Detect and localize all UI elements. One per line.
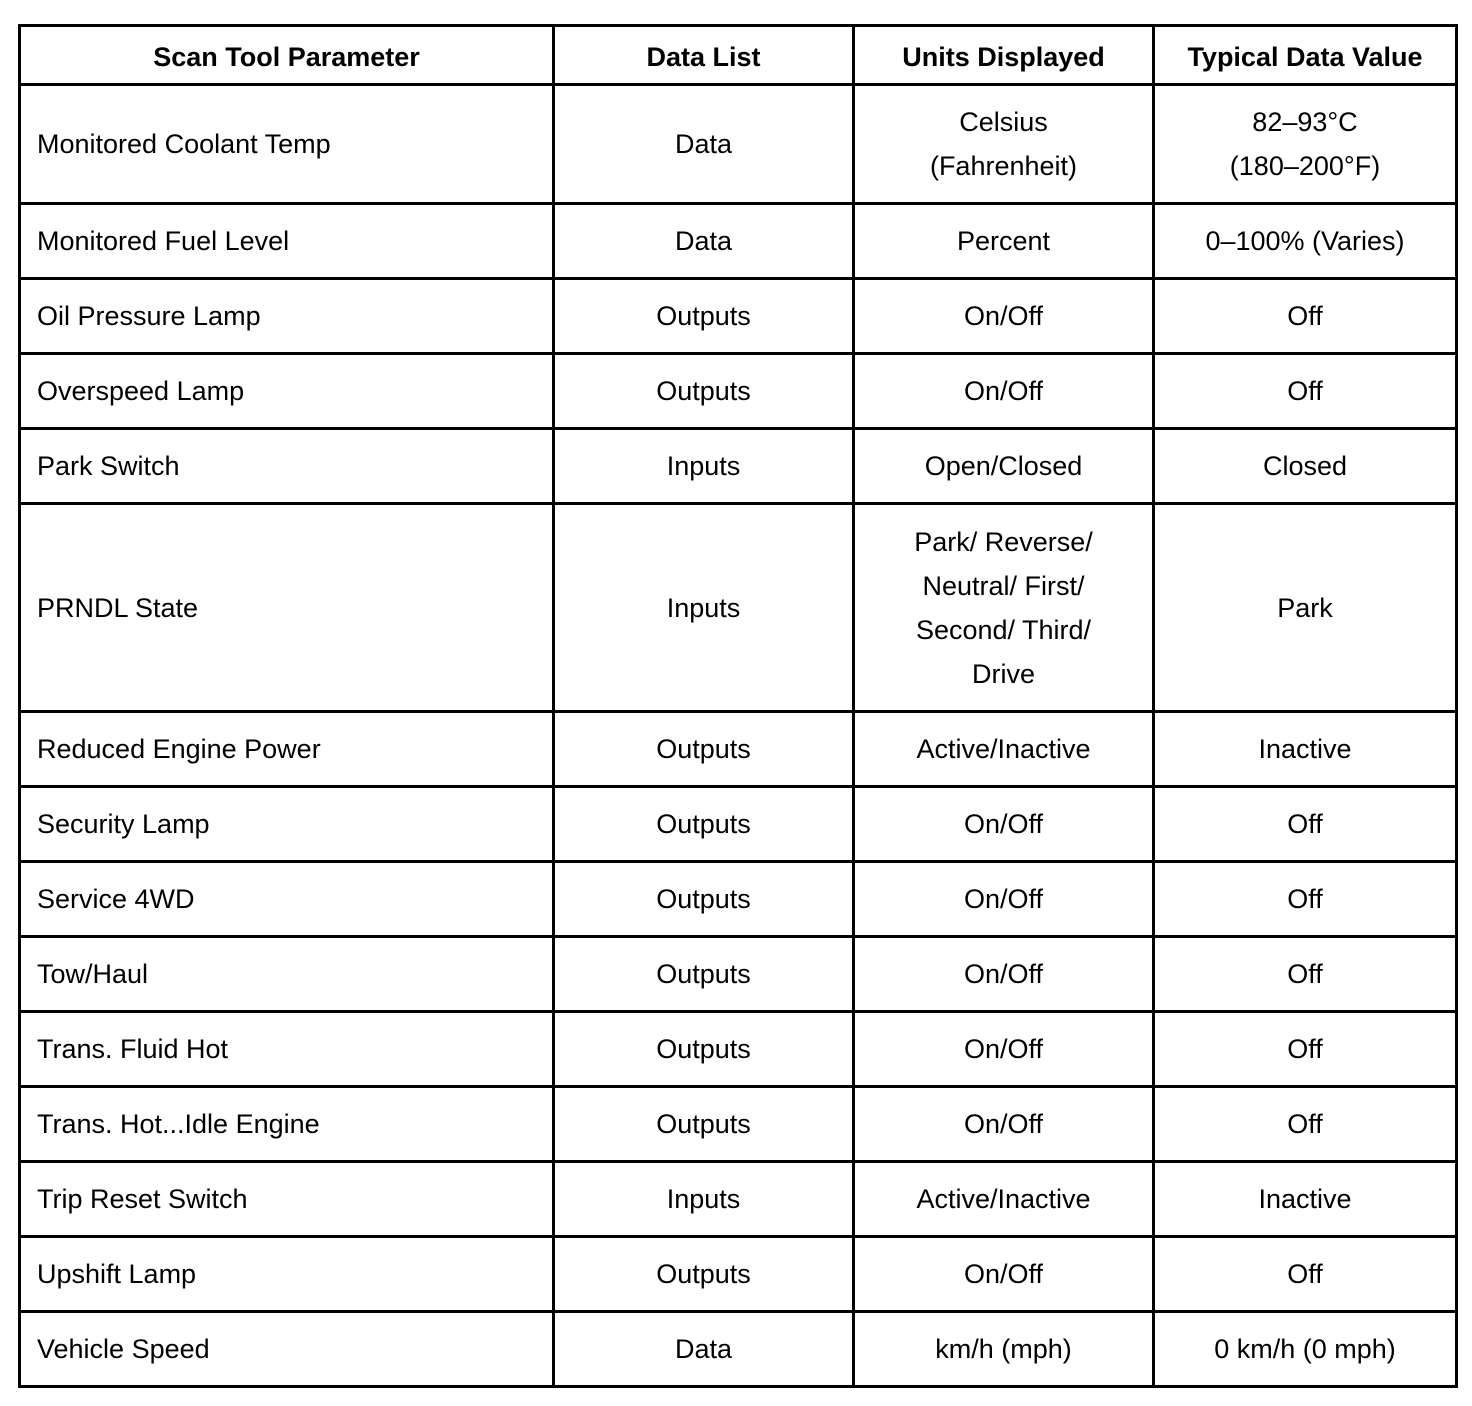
scan-tool-parameter-table	[18, 24, 1458, 1388]
cell-units: Park/ Reverse/ Neutral/ First/ Second/ Third/ Drive	[854, 504, 1154, 712]
cell-data-list: Outputs	[554, 862, 854, 937]
header-data-list: Data List	[554, 26, 854, 85]
cell-units: Active/Inactive	[854, 712, 1154, 787]
table-row	[20, 429, 1457, 504]
cell-typical-value: 82–93°C (180–200°F)	[1154, 85, 1457, 204]
cell-typical-value: 0 km/h (0 mph)	[1154, 1312, 1457, 1387]
cell-units: On/Off	[854, 937, 1154, 1012]
cell-typical-value: Off	[1154, 1087, 1457, 1162]
cell-data-list: Outputs	[554, 787, 854, 862]
cell-typical-value: 0–100% (Varies)	[1154, 204, 1457, 279]
cell-units: Active/Inactive	[854, 1162, 1154, 1237]
cell-parameter: Vehicle Speed	[20, 1312, 554, 1387]
cell-parameter: Upshift Lamp	[20, 1237, 554, 1312]
table-row	[20, 712, 1457, 787]
cell-units: km/h (mph)	[854, 1312, 1154, 1387]
cell-data-list: Outputs	[554, 1087, 854, 1162]
table-header	[20, 26, 1457, 85]
cell-typical-value: Off	[1154, 862, 1457, 937]
header-units-displayed: Units Displayed	[854, 26, 1154, 85]
cell-data-list: Outputs	[554, 712, 854, 787]
table-row	[20, 1237, 1457, 1312]
table-row	[20, 1087, 1457, 1162]
cell-data-list: Data	[554, 85, 854, 204]
table-row	[20, 279, 1457, 354]
cell-parameter: Trans. Hot...Idle Engine	[20, 1087, 554, 1162]
cell-parameter: Park Switch	[20, 429, 554, 504]
table-row	[20, 787, 1457, 862]
cell-data-list: Outputs	[554, 1237, 854, 1312]
cell-units: On/Off	[854, 1087, 1154, 1162]
cell-units: Open/Closed	[854, 429, 1154, 504]
cell-data-list: Outputs	[554, 1012, 854, 1087]
table-row	[20, 85, 1457, 204]
cell-typical-value: Inactive	[1154, 712, 1457, 787]
table-row	[20, 1012, 1457, 1087]
cell-parameter: Monitored Coolant Temp	[20, 85, 554, 204]
cell-units: On/Off	[854, 1012, 1154, 1087]
cell-parameter: Service 4WD	[20, 862, 554, 937]
cell-typical-value: Closed	[1154, 429, 1457, 504]
cell-data-list: Inputs	[554, 429, 854, 504]
cell-typical-value: Off	[1154, 787, 1457, 862]
table-body	[20, 85, 1457, 1387]
cell-data-list: Outputs	[554, 937, 854, 1012]
cell-units: On/Off	[854, 354, 1154, 429]
cell-parameter: Monitored Fuel Level	[20, 204, 554, 279]
header-typical-data-value: Typical Data Value	[1154, 26, 1457, 85]
cell-typical-value: Inactive	[1154, 1162, 1457, 1237]
cell-units: Celsius (Fahrenheit)	[854, 85, 1154, 204]
table-row	[20, 937, 1457, 1012]
cell-typical-value: Off	[1154, 279, 1457, 354]
cell-parameter: Reduced Engine Power	[20, 712, 554, 787]
cell-units: On/Off	[854, 279, 1154, 354]
cell-units: On/Off	[854, 862, 1154, 937]
cell-data-list: Data	[554, 204, 854, 279]
table-row	[20, 1162, 1457, 1237]
table-row	[20, 862, 1457, 937]
cell-data-list: Outputs	[554, 279, 854, 354]
cell-parameter: Trans. Fluid Hot	[20, 1012, 554, 1087]
cell-parameter: Overspeed Lamp	[20, 354, 554, 429]
header-scan-tool-parameter: Scan Tool Parameter	[20, 26, 554, 85]
cell-parameter: Security Lamp	[20, 787, 554, 862]
cell-typical-value: Off	[1154, 1237, 1457, 1312]
cell-data-list: Inputs	[554, 1162, 854, 1237]
cell-parameter: PRNDL State	[20, 504, 554, 712]
cell-typical-value: Park	[1154, 504, 1457, 712]
table-row	[20, 504, 1457, 712]
cell-parameter: Trip Reset Switch	[20, 1162, 554, 1237]
cell-parameter: Tow/Haul	[20, 937, 554, 1012]
cell-units: Percent	[854, 204, 1154, 279]
cell-typical-value: Off	[1154, 937, 1457, 1012]
cell-data-list: Outputs	[554, 354, 854, 429]
table-row	[20, 204, 1457, 279]
cell-typical-value: Off	[1154, 354, 1457, 429]
cell-parameter: Oil Pressure Lamp	[20, 279, 554, 354]
cell-data-list: Data	[554, 1312, 854, 1387]
header-row	[20, 26, 1457, 85]
table-row	[20, 354, 1457, 429]
cell-typical-value: Off	[1154, 1012, 1457, 1087]
table-row	[20, 1312, 1457, 1387]
cell-units: On/Off	[854, 787, 1154, 862]
cell-data-list: Inputs	[554, 504, 854, 712]
cell-units: On/Off	[854, 1237, 1154, 1312]
